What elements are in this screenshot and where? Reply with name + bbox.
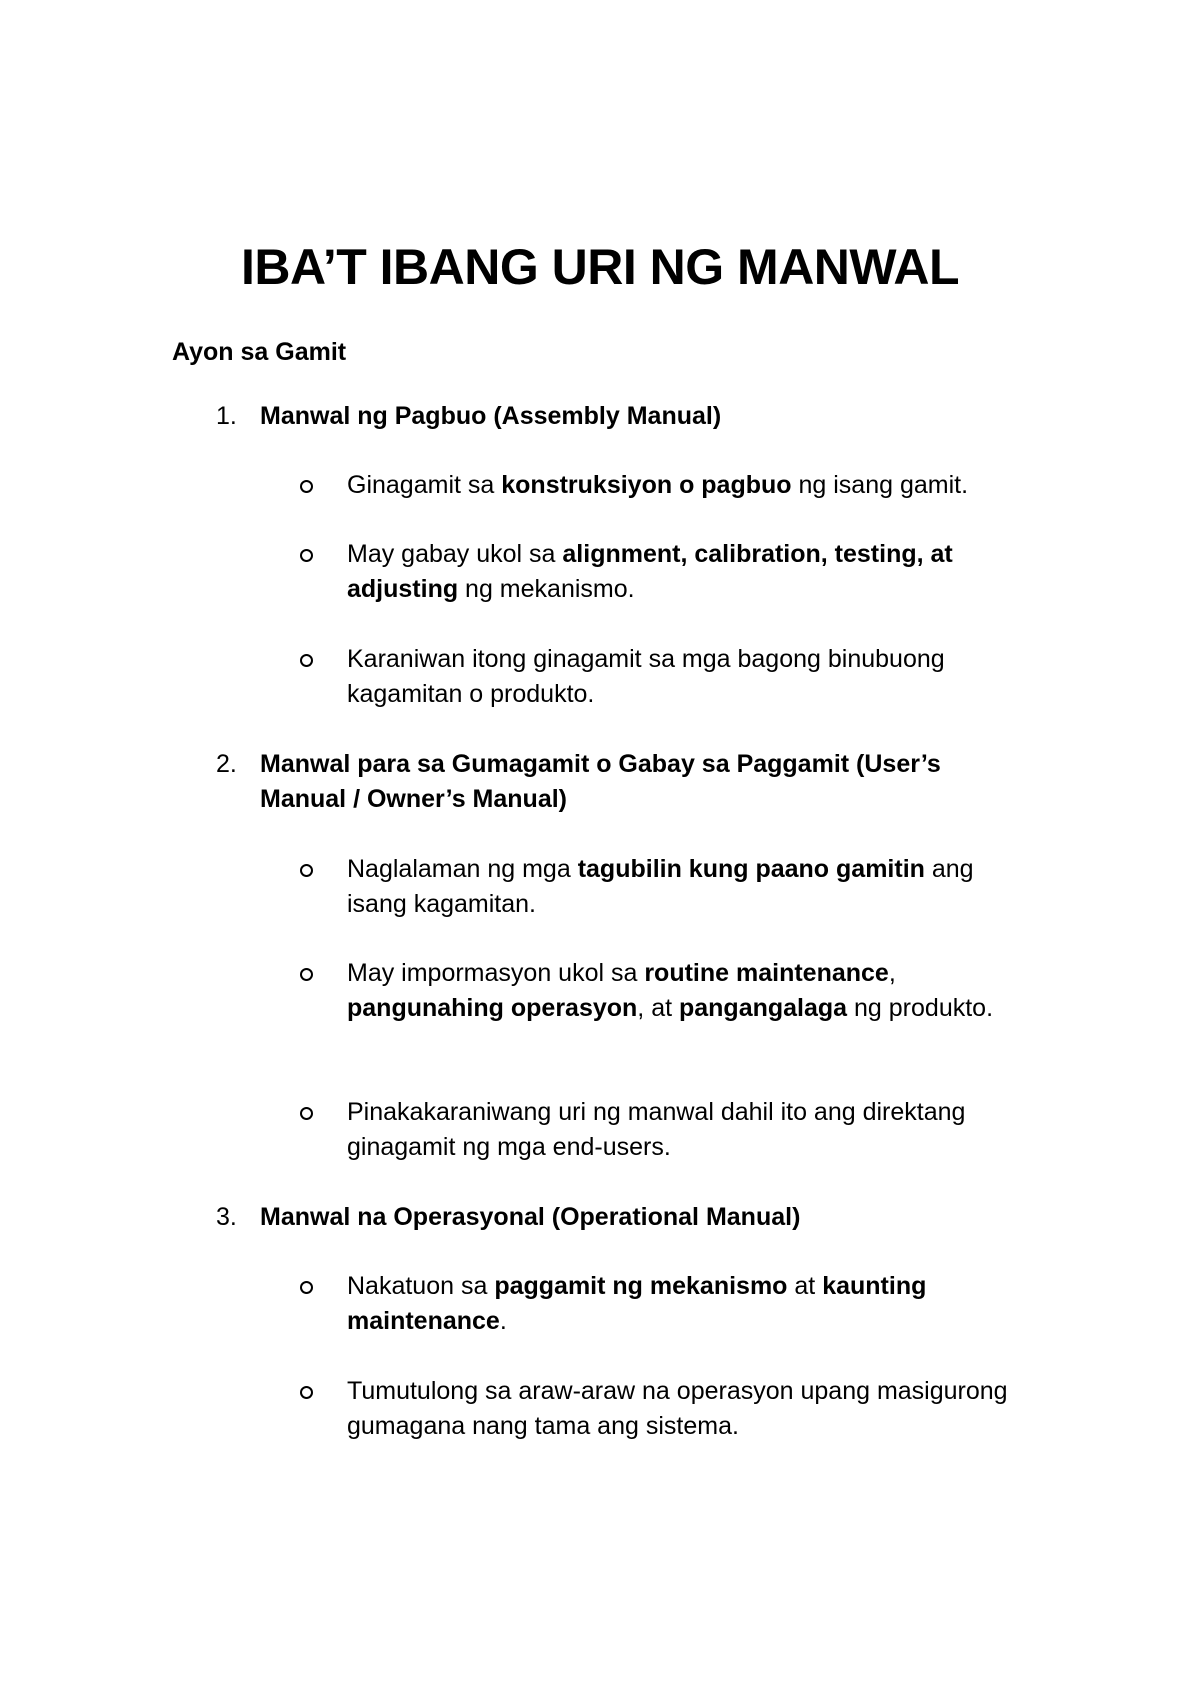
bullet-text: Naglalaman ng mga tagubilin kung paano gamitin ang isang kagamitan.: [347, 855, 974, 918]
bullet-text: Karaniwan itong ginagamit sa mga bagong binubuong kagamitan o produkto.: [347, 645, 945, 708]
list-number: 1.: [216, 402, 237, 430]
bullet-text: May gabay ukol sa alignment, calibration, testing, at adjusting ng mekanismo.: [347, 540, 953, 603]
circle-bullet-icon: [300, 864, 313, 877]
circle-bullet-icon: [300, 1107, 313, 1120]
page-title: IBA’T IBANG URI NG MANWAL: [240, 239, 960, 295]
bullet-text: Pinakakaraniwang uri ng manwal dahil ito ang direktang ginagamit ng mga end-users.: [347, 1098, 966, 1161]
bullet-text: Tumutulong sa araw-araw na operasyon upang masigurong gumagana nang tama ang sistema.: [347, 1377, 1008, 1440]
section-heading: Ayon sa Gamit: [172, 338, 347, 366]
bullet-text: May impormasyon ukol sa routine maintenance, pangunahing operasyon, at pangangalaga ng produkto.: [347, 959, 994, 1022]
circle-bullet-icon: [300, 480, 313, 493]
list-item-title: Manwal na Operasyonal (Operational Manual): [260, 1203, 801, 1231]
circle-bullet-icon: [300, 1281, 313, 1294]
list-number: 3.: [216, 1203, 237, 1231]
bullet-text: Nakatuon sa paggamit ng mekanismo at kaunting maintenance.: [347, 1272, 927, 1335]
list-item-title: Manwal ng Pagbuo (Assembly Manual): [260, 402, 722, 430]
list-item-title: Manwal para sa Gumagamit o Gabay sa Paggamit (User’s Manual / Owner’s Manual): [260, 750, 941, 813]
circle-bullet-icon: [300, 654, 313, 667]
circle-bullet-icon: [300, 1386, 313, 1399]
list-number: 2.: [216, 750, 237, 778]
circle-bullet-icon: [300, 549, 313, 562]
bullet-text: Ginagamit sa konstruksiyon o pagbuo ng isang gamit.: [347, 471, 969, 499]
circle-bullet-icon: [300, 968, 313, 981]
